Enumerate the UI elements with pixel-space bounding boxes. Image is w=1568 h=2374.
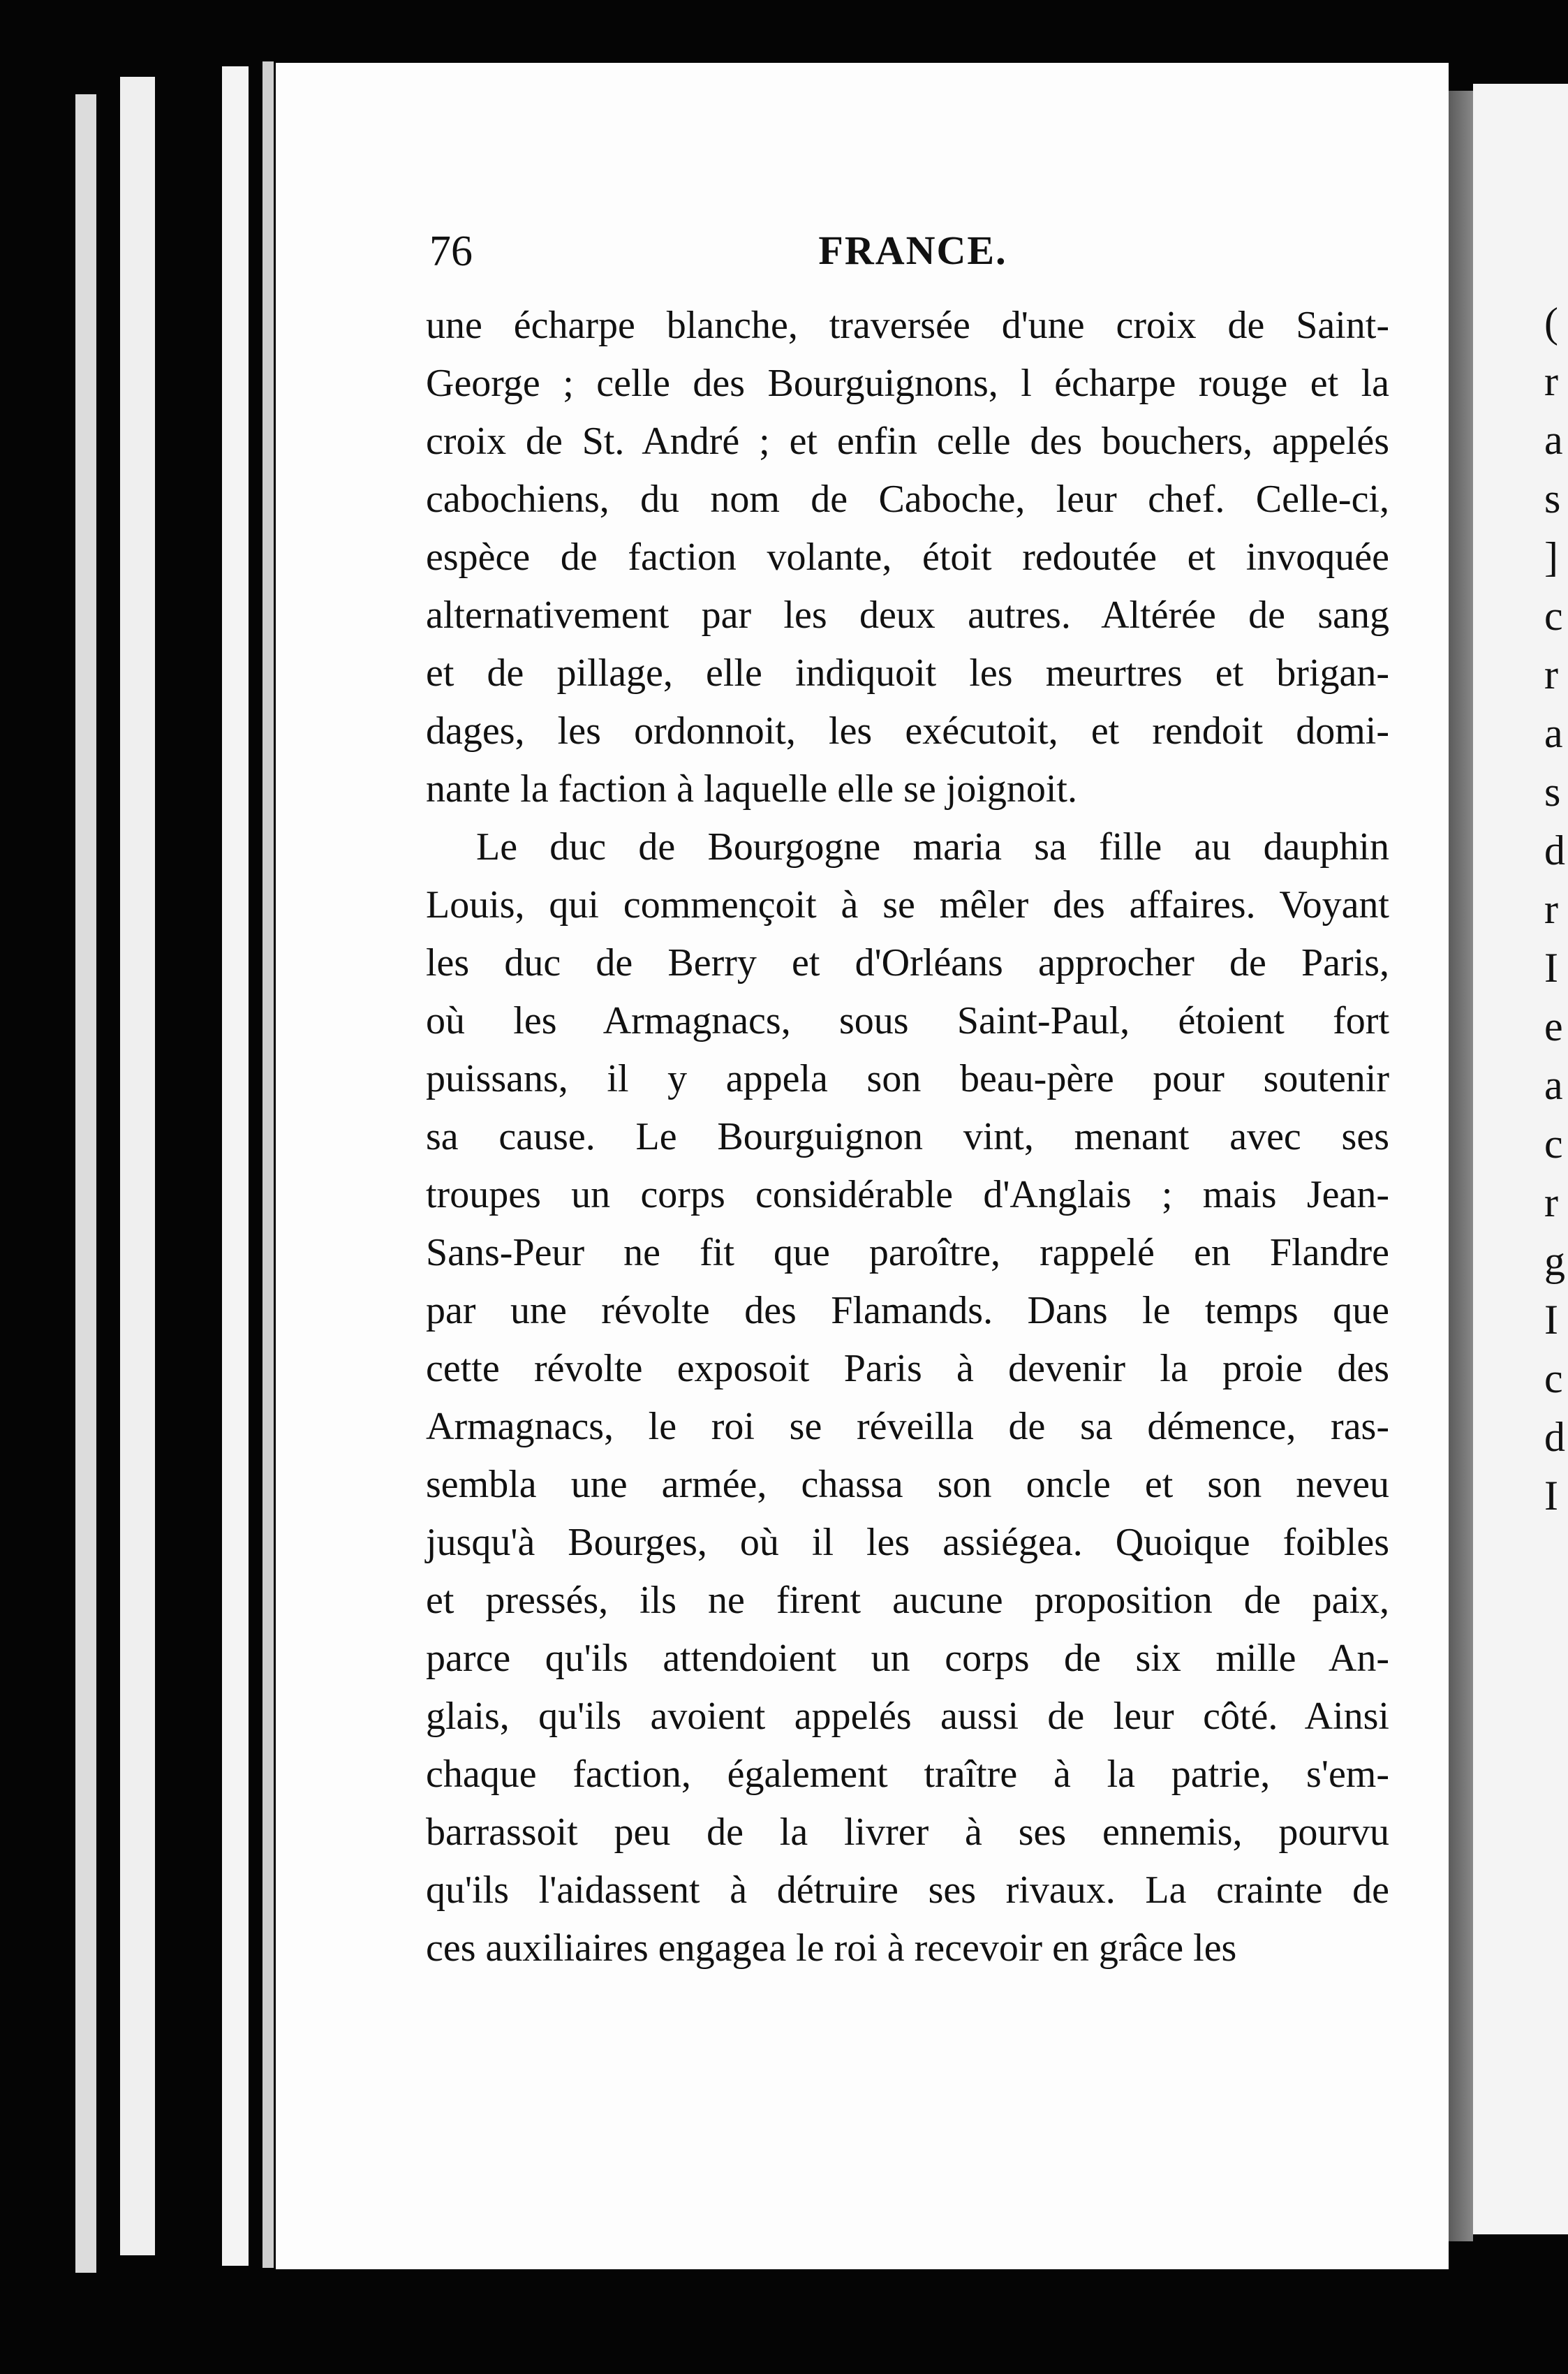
text-line: les duc de Berry et d'Orléans approcher de Paris, bbox=[426, 941, 1389, 985]
facing-page-glyph: d bbox=[1544, 1414, 1565, 1460]
text-line: glais, qu'ils avoient appelés aussi de leur côté. Ainsi bbox=[426, 1695, 1389, 1738]
text-line: ces auxiliaires engagea le roi à recevoir en grâce les bbox=[426, 1926, 1237, 1970]
text-line: croix de St. André ; et enfin celle des bouchers, appelés bbox=[426, 420, 1389, 463]
body-text bbox=[426, 297, 1389, 1977]
facing-page-glyph: a bbox=[1544, 1062, 1563, 1108]
text-line: George ; celle des Bourguignons, l écharpe rouge et la bbox=[426, 362, 1389, 405]
text-line: sa cause. Le Bourguignon vint, menant avec ses bbox=[426, 1115, 1389, 1158]
running-head: FRANCE. bbox=[818, 228, 1007, 273]
facing-page-glyph: g bbox=[1544, 1238, 1565, 1284]
facing-page-glyph: ] bbox=[1544, 534, 1558, 580]
text-line: cette révolte exposoit Paris à devenir la proie des bbox=[426, 1347, 1389, 1390]
text-line: nante la faction à laquelle elle se joignoit. bbox=[426, 767, 1077, 811]
facing-page-glyph: s bbox=[1544, 475, 1561, 522]
facing-page-glyph: r bbox=[1544, 1179, 1558, 1225]
text-line: qu'ils l'aidassent à détruire ses rivaux. La crainte de bbox=[426, 1868, 1389, 1912]
text-line: Sans-Peur ne fit que paroître, rappelé en Flandre bbox=[426, 1231, 1389, 1274]
text-line: espèce de faction volante, étoit redoutée et invoquée bbox=[426, 536, 1389, 579]
text-line: Louis, qui commençoit à se mêler des affaires. Voyant bbox=[426, 883, 1389, 927]
facing-page-glyph: I bbox=[1544, 1473, 1558, 1519]
page-header bbox=[429, 227, 1396, 283]
facing-page-glyph: s bbox=[1544, 769, 1561, 815]
text-line: une écharpe blanche, traversée d'une croix de Saint- bbox=[426, 304, 1389, 347]
text-line: cabochiens, du nom de Caboche, leur chef. Celle-ci, bbox=[426, 478, 1389, 521]
facing-page-glyph: I bbox=[1544, 945, 1558, 991]
facing-page-glyph: c bbox=[1544, 593, 1563, 639]
book-edge bbox=[262, 61, 274, 2268]
text-line: alternativement par les deux autres. Altérée de sang bbox=[426, 594, 1389, 637]
text-line: parce qu'ils attendoient un corps de six mille An- bbox=[426, 1637, 1389, 1680]
facing-page-glyph: I bbox=[1544, 1297, 1558, 1343]
text-line: par une révolte des Flamands. Dans le temps que bbox=[426, 1289, 1389, 1332]
book-edge bbox=[75, 94, 96, 2273]
facing-page-glyph: e bbox=[1544, 1003, 1563, 1049]
facing-page-glyph: c bbox=[1544, 1355, 1563, 1401]
facing-page-glyph: a bbox=[1544, 417, 1563, 463]
text-line: jusqu'à Bourges, où il les assiégea. Quoique foibles bbox=[426, 1521, 1389, 1564]
facing-page-text bbox=[1544, 293, 1568, 1525]
text-line: troupes un corps considérable d'Anglais ; mais Jean- bbox=[426, 1173, 1389, 1216]
book-edge bbox=[222, 66, 249, 2266]
facing-page-glyph: r bbox=[1544, 358, 1558, 404]
text-line: chaque faction, également traître à la patrie, s'em- bbox=[426, 1753, 1389, 1796]
facing-page-glyph: r bbox=[1544, 886, 1558, 932]
facing-page-glyph: ( bbox=[1544, 300, 1558, 346]
text-line: et pressés, ils ne firent aucune proposition de paix, bbox=[426, 1579, 1389, 1622]
text-line: Le duc de Bourgogne maria sa fille au dauphin bbox=[476, 825, 1389, 869]
gutter-shadow bbox=[1445, 91, 1473, 2241]
page-number: 76 bbox=[429, 228, 473, 275]
text-line: dages, les ordonnoit, les exécutoit, et rendoit domi- bbox=[426, 709, 1389, 753]
facing-page-glyph: a bbox=[1544, 710, 1563, 756]
book-edge bbox=[120, 77, 155, 2255]
text-line: barrassoit peu de la livrer à ses ennemis, pourvu bbox=[426, 1811, 1389, 1854]
text-line: sembla une armée, chassa son oncle et son neveu bbox=[426, 1463, 1389, 1506]
text-line: Armagnacs, le roi se réveilla de sa démence, ras- bbox=[426, 1405, 1389, 1448]
facing-page-glyph: d bbox=[1544, 827, 1565, 873]
facing-page-glyph: c bbox=[1544, 1121, 1563, 1167]
facing-page-glyph: r bbox=[1544, 651, 1558, 698]
text-line: et de pillage, elle indiquoit les meurtres et brigan- bbox=[426, 651, 1389, 695]
text-line: où les Armagnacs, sous Saint-Paul, étoient fort bbox=[426, 999, 1389, 1042]
text-line: puissans, il y appela son beau-père pour soutenir bbox=[426, 1057, 1389, 1100]
